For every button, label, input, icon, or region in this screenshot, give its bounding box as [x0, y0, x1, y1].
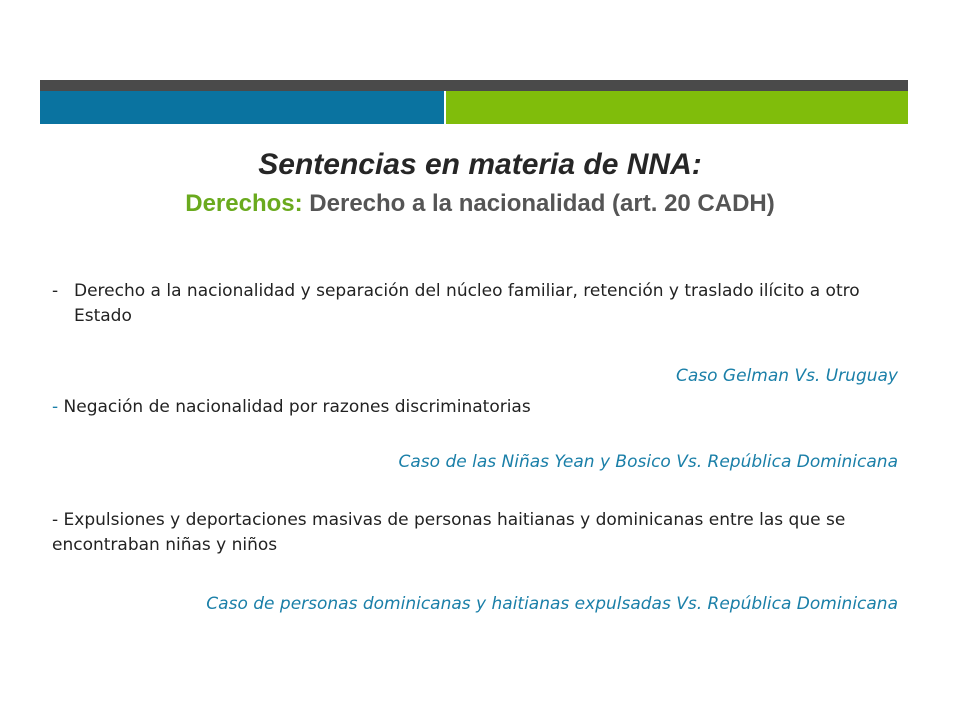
list-item: [52, 508, 912, 558]
header-bar-blue: [40, 91, 444, 124]
case-reference: Caso de personas dominicanas y haitianas expulsadas Vs. República Dominicana: [206, 594, 898, 614]
bullet-dash: -: [52, 510, 59, 530]
list-item: [52, 395, 912, 420]
case-reference: Caso Gelman Vs. Uruguay: [675, 366, 898, 386]
header-bar-dark: [40, 80, 908, 91]
header-bar-green: [446, 91, 908, 124]
bullet-dash: -: [52, 397, 59, 417]
case-reference: Caso de las Niñas Yean y Bosico Vs. República Dominicana: [398, 452, 898, 472]
bullet-dash: -: [52, 281, 59, 301]
subtitle-lead: Derechos:: [185, 190, 303, 217]
list-item: [52, 279, 912, 329]
slide-subtitle: [0, 190, 960, 218]
subtitle-rest: Derecho a la nacionalidad (art. 20 CADH): [302, 190, 775, 217]
slide-title: Sentencias en materia de NNA:: [258, 148, 702, 181]
item-text: Negación de nacionalidad por razones discriminatorias: [58, 397, 531, 417]
item-text: Expulsiones y deportaciones masivas de personas haitianas y dominicanas entre las que se encontraban niñas y niños: [52, 510, 846, 555]
item-text: Derecho a la nacionalidad y separación del núcleo familiar, retención y traslado ilícito a otro Estado: [74, 281, 860, 326]
